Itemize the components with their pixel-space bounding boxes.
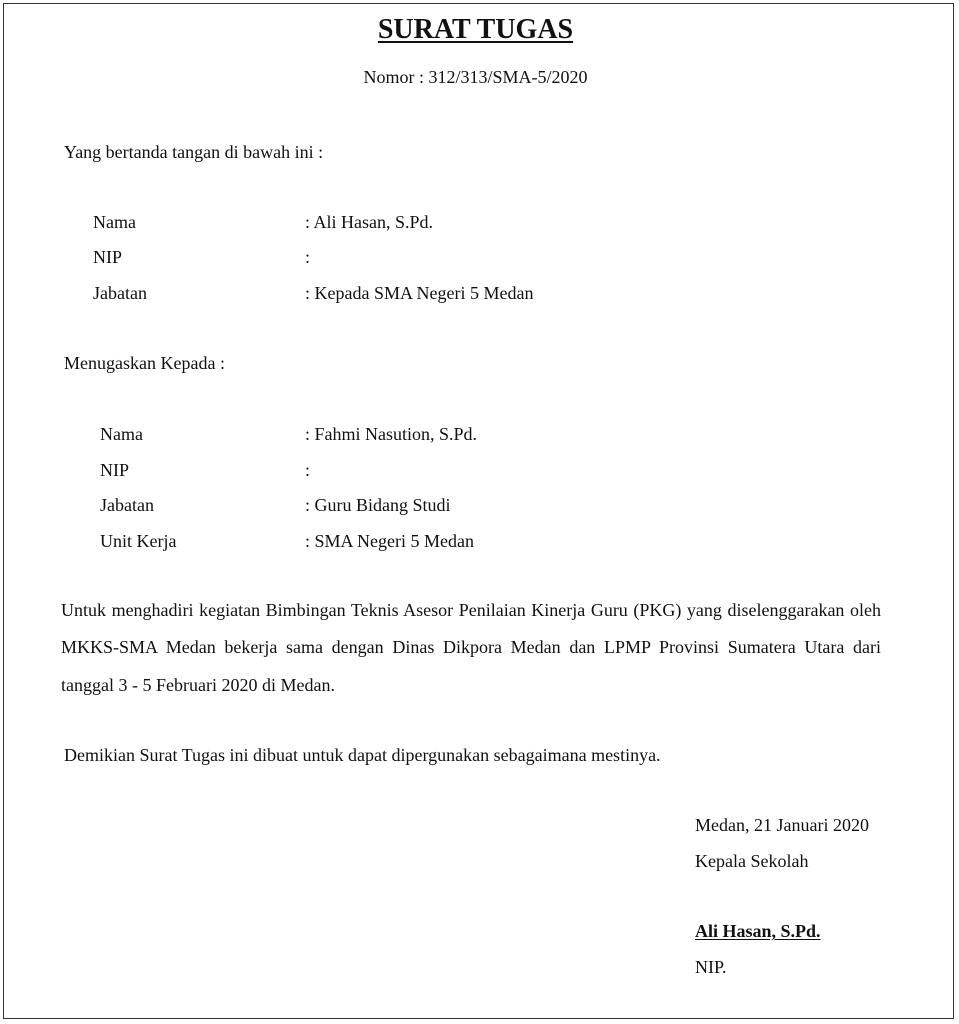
place-date: Medan, 21 Januari 2020 (695, 815, 869, 835)
assignee-position-label: Jabatan (100, 495, 154, 515)
purpose-paragraph: Untuk menghadiri kegiatan Bimbingan Teknis Asesor Penilaian Kinerja Guru (PKG) yang diselenggarakan oleh MKKS-SMA Medan bekerja sama dengan Dinas Dikpora Medan dan LPMP Provinsi Sumatera Utara dari tanggal 3 - 5 Februari 2020 di Medan. (61, 600, 881, 695)
signature-nip: NIP. (695, 957, 727, 977)
assign-intro-text: Menugaskan Kepada : (64, 353, 225, 373)
assignee-unit-value: : SMA Negeri 5 Medan (305, 531, 474, 551)
signer-name-label: Nama (93, 212, 136, 232)
closing-text: Demikian Surat Tugas ini dibuat untuk dapat dipergunakan sebagaimana mestinya. (64, 745, 661, 765)
signer-name-value: : Ali Hasan, S.Pd. (305, 212, 434, 232)
letter-number: Nomor : 312/313/SMA-5/2020 (363, 67, 588, 87)
assignee-unit-label: Unit Kerja (100, 531, 177, 551)
document-title: SURAT TUGAS (377, 14, 574, 45)
signer-nip-label: NIP (93, 247, 123, 267)
assignee-nip-label: NIP (100, 460, 130, 480)
signer-title: Kepala Sekolah (695, 851, 809, 871)
assignee-name-value: : Fahmi Nasution, S.Pd. (305, 424, 478, 444)
signer-position-label: Jabatan (93, 283, 147, 303)
intro-text: Yang bertanda tangan di bawah ini : (64, 142, 324, 162)
assignee-name-label: Nama (100, 424, 143, 444)
assignee-position-value: : Guru Bidang Studi (305, 495, 451, 515)
signature-name: Ali Hasan, S.Pd. (695, 921, 821, 941)
assignee-nip-value: : (305, 460, 311, 480)
signer-position-value: : Kepada SMA Negeri 5 Medan (305, 283, 534, 303)
signer-nip-value: : (305, 247, 311, 267)
